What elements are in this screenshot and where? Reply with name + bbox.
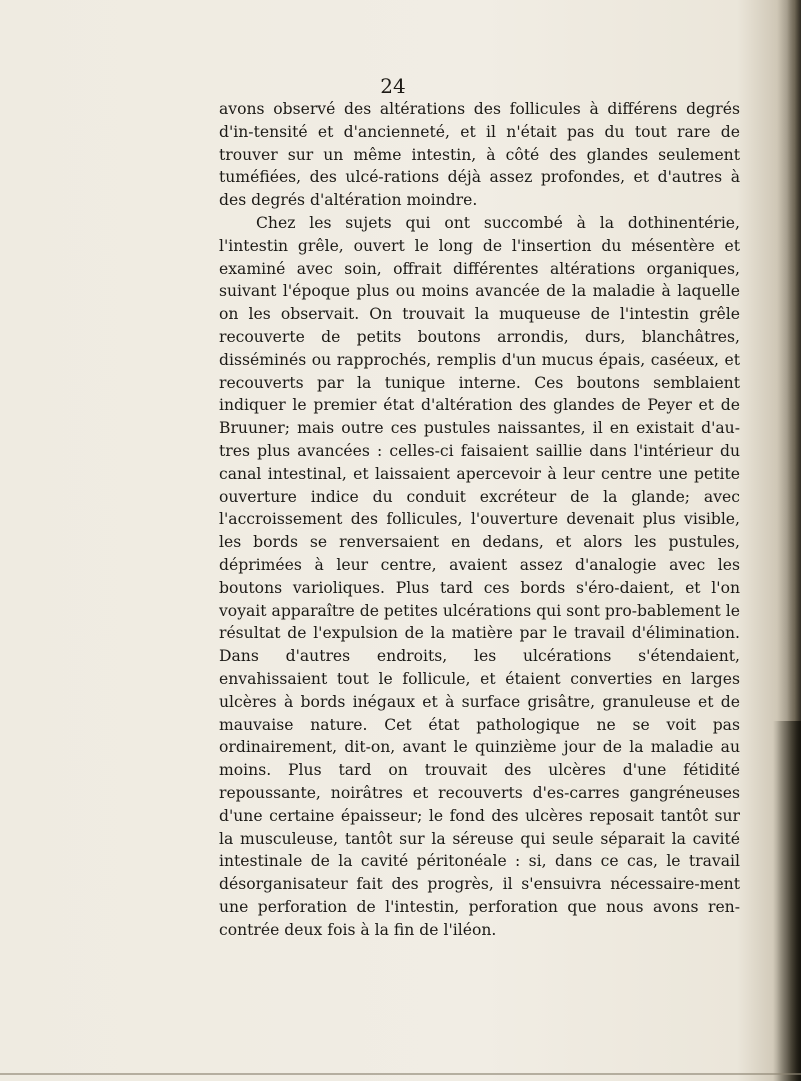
paragraph-dothinenterie: Chez les sujets qui ont succombé à la dothinentérie, l'intestin grêle, ouvert le long de l'insertion du mésentère et examiné avec soin, offrait différentes altérations organiques, suivant l'époque plus ou moins avancée de la maladie à laquelle on les observait. On trouvait la muqueuse de l'intestin grêle recouverte de petits boutons arrondis, durs, blanchâtres, disséminés ou rapprochés, remplis d'un mucus épais, caséeux, et recouverts par la tunique interne. Ces boutons semblaient indiquer le premier état d'altération des glandes de Peyer et de Bruuner; mais outre ces pustules naissantes, il en existait d'au-tres plus avancées : celles-ci faisaient saillie dans l'intérieur du canal intestinal, et laissaient apercevoir à leur centre une petite ouverture indice du conduit excréteur de la glande; avec l'accroissement des follicules, l'ouverture devenait plus visible, les bords se renversaient en dedans, et alors les pustules, déprimées à leur centre, avaient assez d'analogie avec les boutons varioliques. Plus tard ces bords s'éro-daient, et l'on voyait apparaître de petites ulcérations qui sont pro-bablement le résultat de l'expulsion de la matière par le travail d'élimination. Dans d'autres endroits, les ulcérations s'étendaient, envahissaient tout le follicule, et étaient converties en larges ulcères à bords inégaux et à surface grisâtre, granuleuse et de mauvaise nature. Cet état pathologique ne se voit pas ordinairement, dit-on, avant le quinzième jour de la maladie au moins. Plus tard on trouvait des ulcères d'une fétidité repoussante, noirâtres et recouverts d'es-carres gangréneuses d'une certaine épaisseur; le fond des ulcères reposait tantôt sur la musculeuse, tantôt sur la séreuse qui seule séparait la cavité intestinale de la cavité péritonéale : si, dans ce cas, le travail désorganisateur fait des progrès, il s'ensuivra nécessaire-ment une perforation de l'intestin, perforation que nous avons ren-contrée deux fois à la fin de l'iléon. (219, 213, 740, 939)
page-corner-shadow (773, 721, 801, 1081)
paragraph-continuation: avons observé des altérations des follicules à différens degrés d'in-tensité et d'ancienneté, et il n'était pas du tout rare de trouver sur un même intestin, à côté des glandes seulement tuméfiées, des ulcé-rations déjà assez profondes, et d'autres à des degrés d'altération moindre. (219, 100, 740, 210)
bottom-edge-line (0, 1073, 801, 1075)
body-text (219, 98, 740, 941)
page-number: 24 (380, 74, 406, 98)
